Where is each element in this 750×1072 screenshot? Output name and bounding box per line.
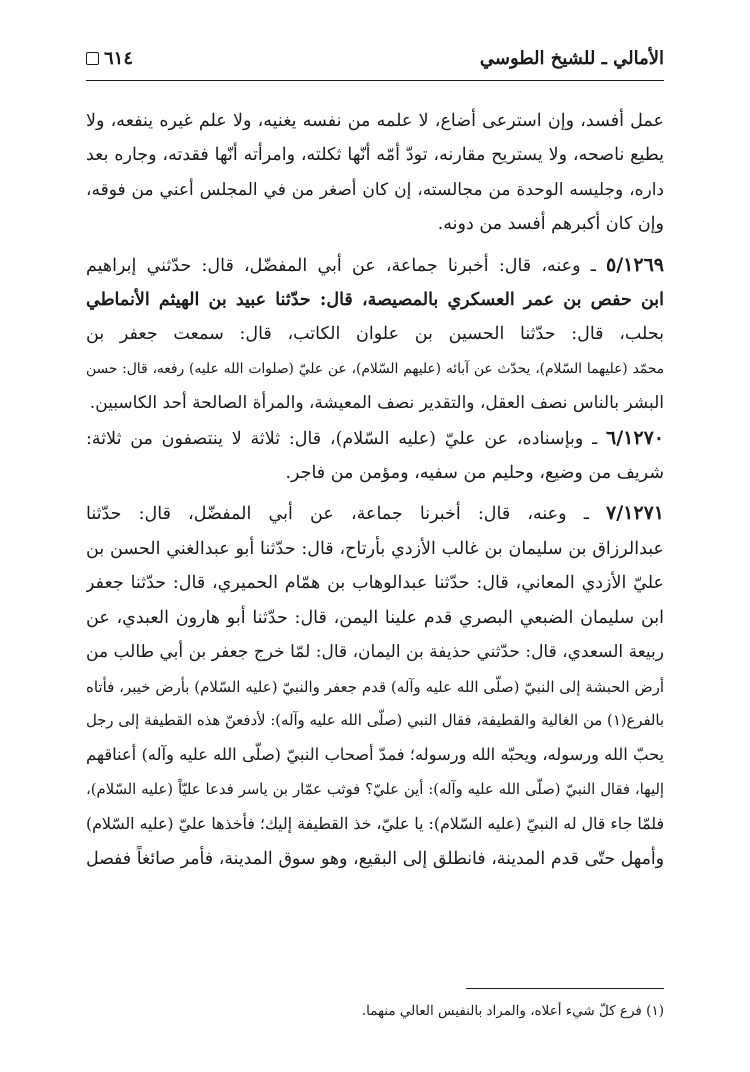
text-line: أرض الحبشة إلى النبيّ (صلّى الله عليه وآله) قدم جعفر والنبيّ (عليه السّلام) بأرض خيبر، فأتاه [86,677,664,696]
text-line: إليها، فقال النبيّ (صلّى الله عليه وآله): أين عليّ؟ فوثب عمّار بن ياسر فدعا عليّاً (عليه السّلام)، [86,780,664,798]
text-line: عليّ الأزدي المعاني، قال: حدّثنا عبدالوهاب بن همّام الحميري، قال: حدّثنا جعفر [86,573,664,594]
text-line: البشر بالناس نصف العقل، والتقدير نصف المعيشة، والمرأة الصالحة أحد الكاسبين. [89,393,664,414]
text-line: عبدالرزاق بن سليمان بن غالب الأزدي بأرتاح، قال: حدّثنا أبو عبدالغني الحسن بن [86,538,664,559]
text-line: ـ وعنه، قال: أخبرنا جماعة، عن أبي المفضّل، قال: حدّثنا [86,504,607,525]
text-line: يطيع ناصحه، ولا يستريح مقارنه، تودّ أمّه أنّها ثكلته، وامرأته أنّها فقدته، وجاره بعد [86,145,664,166]
text-line: بحلب، قال: حدّثنا الحسين بن علوان الكاتب، قال: سمعت جعفر بن [86,324,664,345]
text-line: ابن حفص بن عمر العسكري بالمصيصة، قال: حدّثنا عبيد بن الهيثم الأنماطي [86,290,664,311]
footnote-separator [466,988,664,989]
running-title: الأمالي ـ للشيخ الطوسي [479,48,664,69]
text-line: شريف من وضيع، وحليم من سفيه، ومؤمن من فاجر. [285,463,664,484]
text-line: ـ وبإسناده، عن عليّ (عليه السّلام)، قال: ثلاثة لا ينتصفون من ثلاثة: [86,428,607,449]
text-line: عمل أفسد، وإن استرعى أضاع، لا علمه من نفسه يغنيه، ولا علم غيره ينفعه، ولا [86,111,664,131]
text-line: ابن سليمان الضبعي البصري قدم علينا اليمن، قال: حدّثنا أبو هارون العبدي، عن [86,607,664,628]
page-header [86,40,664,81]
hadith-number: ٧/١٢٧١ [606,502,664,525]
text-line: فلمّا جاء قال له النبيّ (عليه السّلام): يا عليّ، خذ القطيفة إليك؛ فأخذها عليّ (عليه السّلام) [86,814,664,834]
hadith-first-line [86,421,664,456]
hadith-first-line [86,248,664,283]
text-line: وإن كان أكبرهم أفسد من دونه. [437,214,664,235]
page-number [86,48,133,69]
text-line: وأمهل حتّى قدم المدينة، فانطلق إلى البقيع، وهو سوق المدينة، فأمر صائغاً ففصل [86,848,664,869]
text-line: يحبّ الله ورسوله، ويحبّه الله ورسوله؛ فمدّ أصحاب النبيّ (صلّى الله عليه وآله) أعناقهم [86,745,664,765]
text-line: بالفرع(١) من الغالية والقطيفة، فقال النبي (صلّى الله عليه وآله): لأدفعنّ هذه القطيفة إلى رجل [86,711,664,729]
hadith-first-line [86,496,664,531]
text-line: محمّد (عليهما السّلام)، يحدّث عن آبائه (عليهم السّلام)، عن عليّ (صلوات الله عليه) رفعه، قال: حسن [86,360,664,377]
square-icon [86,52,99,65]
text-line: ربيعة السعدي، قال: حدّثني حذيفة بن اليمان، قال: لمّا خرج جعفر بن أبي طالب من [86,642,664,663]
text-line: ـ وعنه، قال: أخبرنا جماعة، عن أبي المفضّل، قال: حدّثني إبراهيم [86,255,607,276]
text-line: داره، وجليسه الوحدة من مجالسته، إن كان أصغر من في المجلس أعني من فوقه، [86,179,664,200]
footnote: (١) فرع كلّ شيء أعلاه، والمراد بالنفيس العالي منهما. [361,1003,664,1019]
page-number-text: ٦١٤ [104,48,134,69]
hadith-number: ٦/١٢٧٠ [606,426,664,449]
main-text [86,104,664,876]
hadith-number: ٥/١٢٦٩ [606,253,664,276]
